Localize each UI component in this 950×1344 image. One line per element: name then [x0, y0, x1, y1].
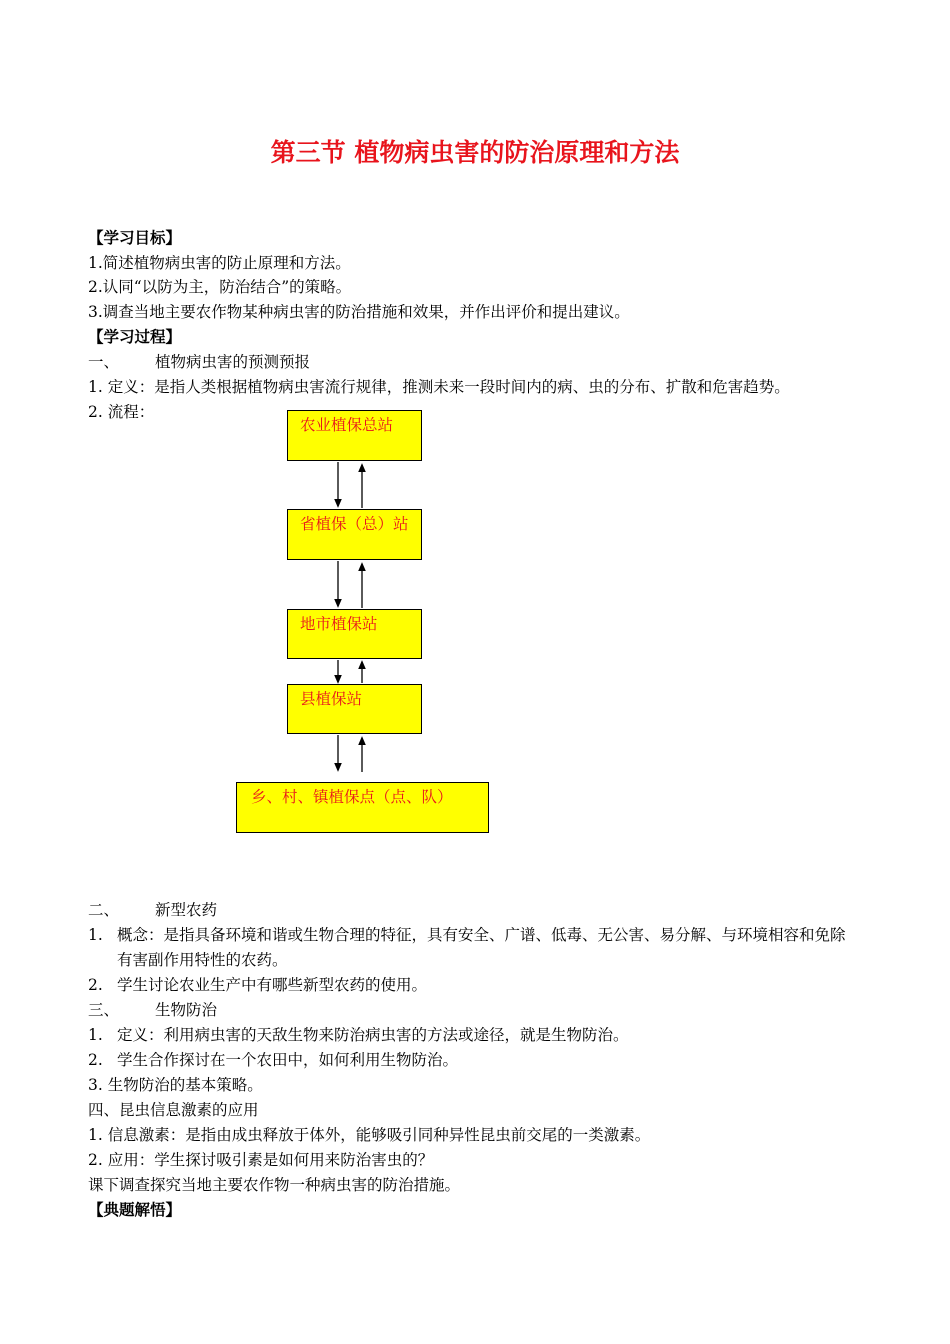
- objective-item-3: 3.调查当地主要农作物某种病虫害的防治措施和效果，并作出评价和提出建议。: [88, 303, 630, 321]
- section-3-item-3: 3. 生物防治的基本策略。: [88, 1076, 263, 1094]
- section-2-item-2-number: 2.: [88, 976, 103, 994]
- examples-heading: 【典题解悟】: [88, 1200, 182, 1219]
- section-2-item-1-line-2: 有害副作用特性的农药。: [117, 951, 288, 969]
- section-2-title: 新型农药: [155, 901, 218, 919]
- section-3-item-1: 定义：利用病虫害的天敌生物来防治病虫害的方法或途径，就是生物防治。: [117, 1026, 629, 1044]
- flow-box-label: 农业植保总站: [300, 416, 394, 434]
- objective-item-1: 1.简述植物病虫害的防止原理和方法。: [88, 254, 351, 272]
- after-class-task: 课下调查探究当地主要农作物一种病虫害的防治措施。: [88, 1176, 461, 1194]
- section-3-item-2-number: 2.: [88, 1051, 103, 1069]
- section-4-item-1: 1. 信息激素：是指由成虫释放于体外，能够吸引同种异性昆虫前交尾的一类激素。: [88, 1126, 651, 1144]
- section-3-item-2: 学生合作探讨在一个农田中，如何利用生物防治。: [117, 1051, 459, 1069]
- section-2-number: 二、: [88, 901, 120, 919]
- section-1-number: 一、: [88, 353, 120, 371]
- flow-box-label: 地市植保站: [300, 615, 378, 633]
- section-2-item-2: 学生讨论农业生产中有哪些新型农药的使用。: [117, 976, 428, 994]
- objective-item-2: 2.认同“以防为主，防治结合”的策略。: [88, 278, 352, 296]
- section-4-title: 四、昆虫信息激素的应用: [88, 1101, 259, 1119]
- flow-box-label: 省植保（总）站: [300, 515, 409, 533]
- flow-box-label: 县植保站: [300, 690, 363, 708]
- section-3-item-1-number: 1.: [88, 1026, 103, 1044]
- section-1-definition: 1. 定义：是指人类根据植物病虫害流行规律，推测未来一段时间内的病、虫的分布、扩散和危害趋势。: [88, 378, 790, 396]
- process-heading: 【学习过程】: [88, 327, 182, 346]
- objectives-heading: 【学习目标】: [88, 228, 182, 247]
- section-2-item-1-number: 1.: [88, 926, 103, 944]
- section-1-flow-label: 2. 流程：: [88, 403, 155, 421]
- page-title: 第三节 植物病虫害的防治原理和方法: [270, 138, 680, 167]
- section-3-title: 生物防治: [155, 1001, 218, 1019]
- section-3-number: 三、: [88, 1001, 120, 1019]
- section-2-item-1-line-1: 概念：是指具备环境和谐或生物合理的特征，具有安全、广谱、低毒、无公害、易分解、与环境相容和免除: [117, 926, 846, 944]
- flow-box-label: 乡、村、镇植保点（点、队）: [251, 788, 453, 806]
- section-4-item-2: 2. 应用：学生探讨吸引素是如何用来防治害虫的？: [88, 1151, 434, 1169]
- section-1-title: 植物病虫害的预测预报: [155, 353, 311, 371]
